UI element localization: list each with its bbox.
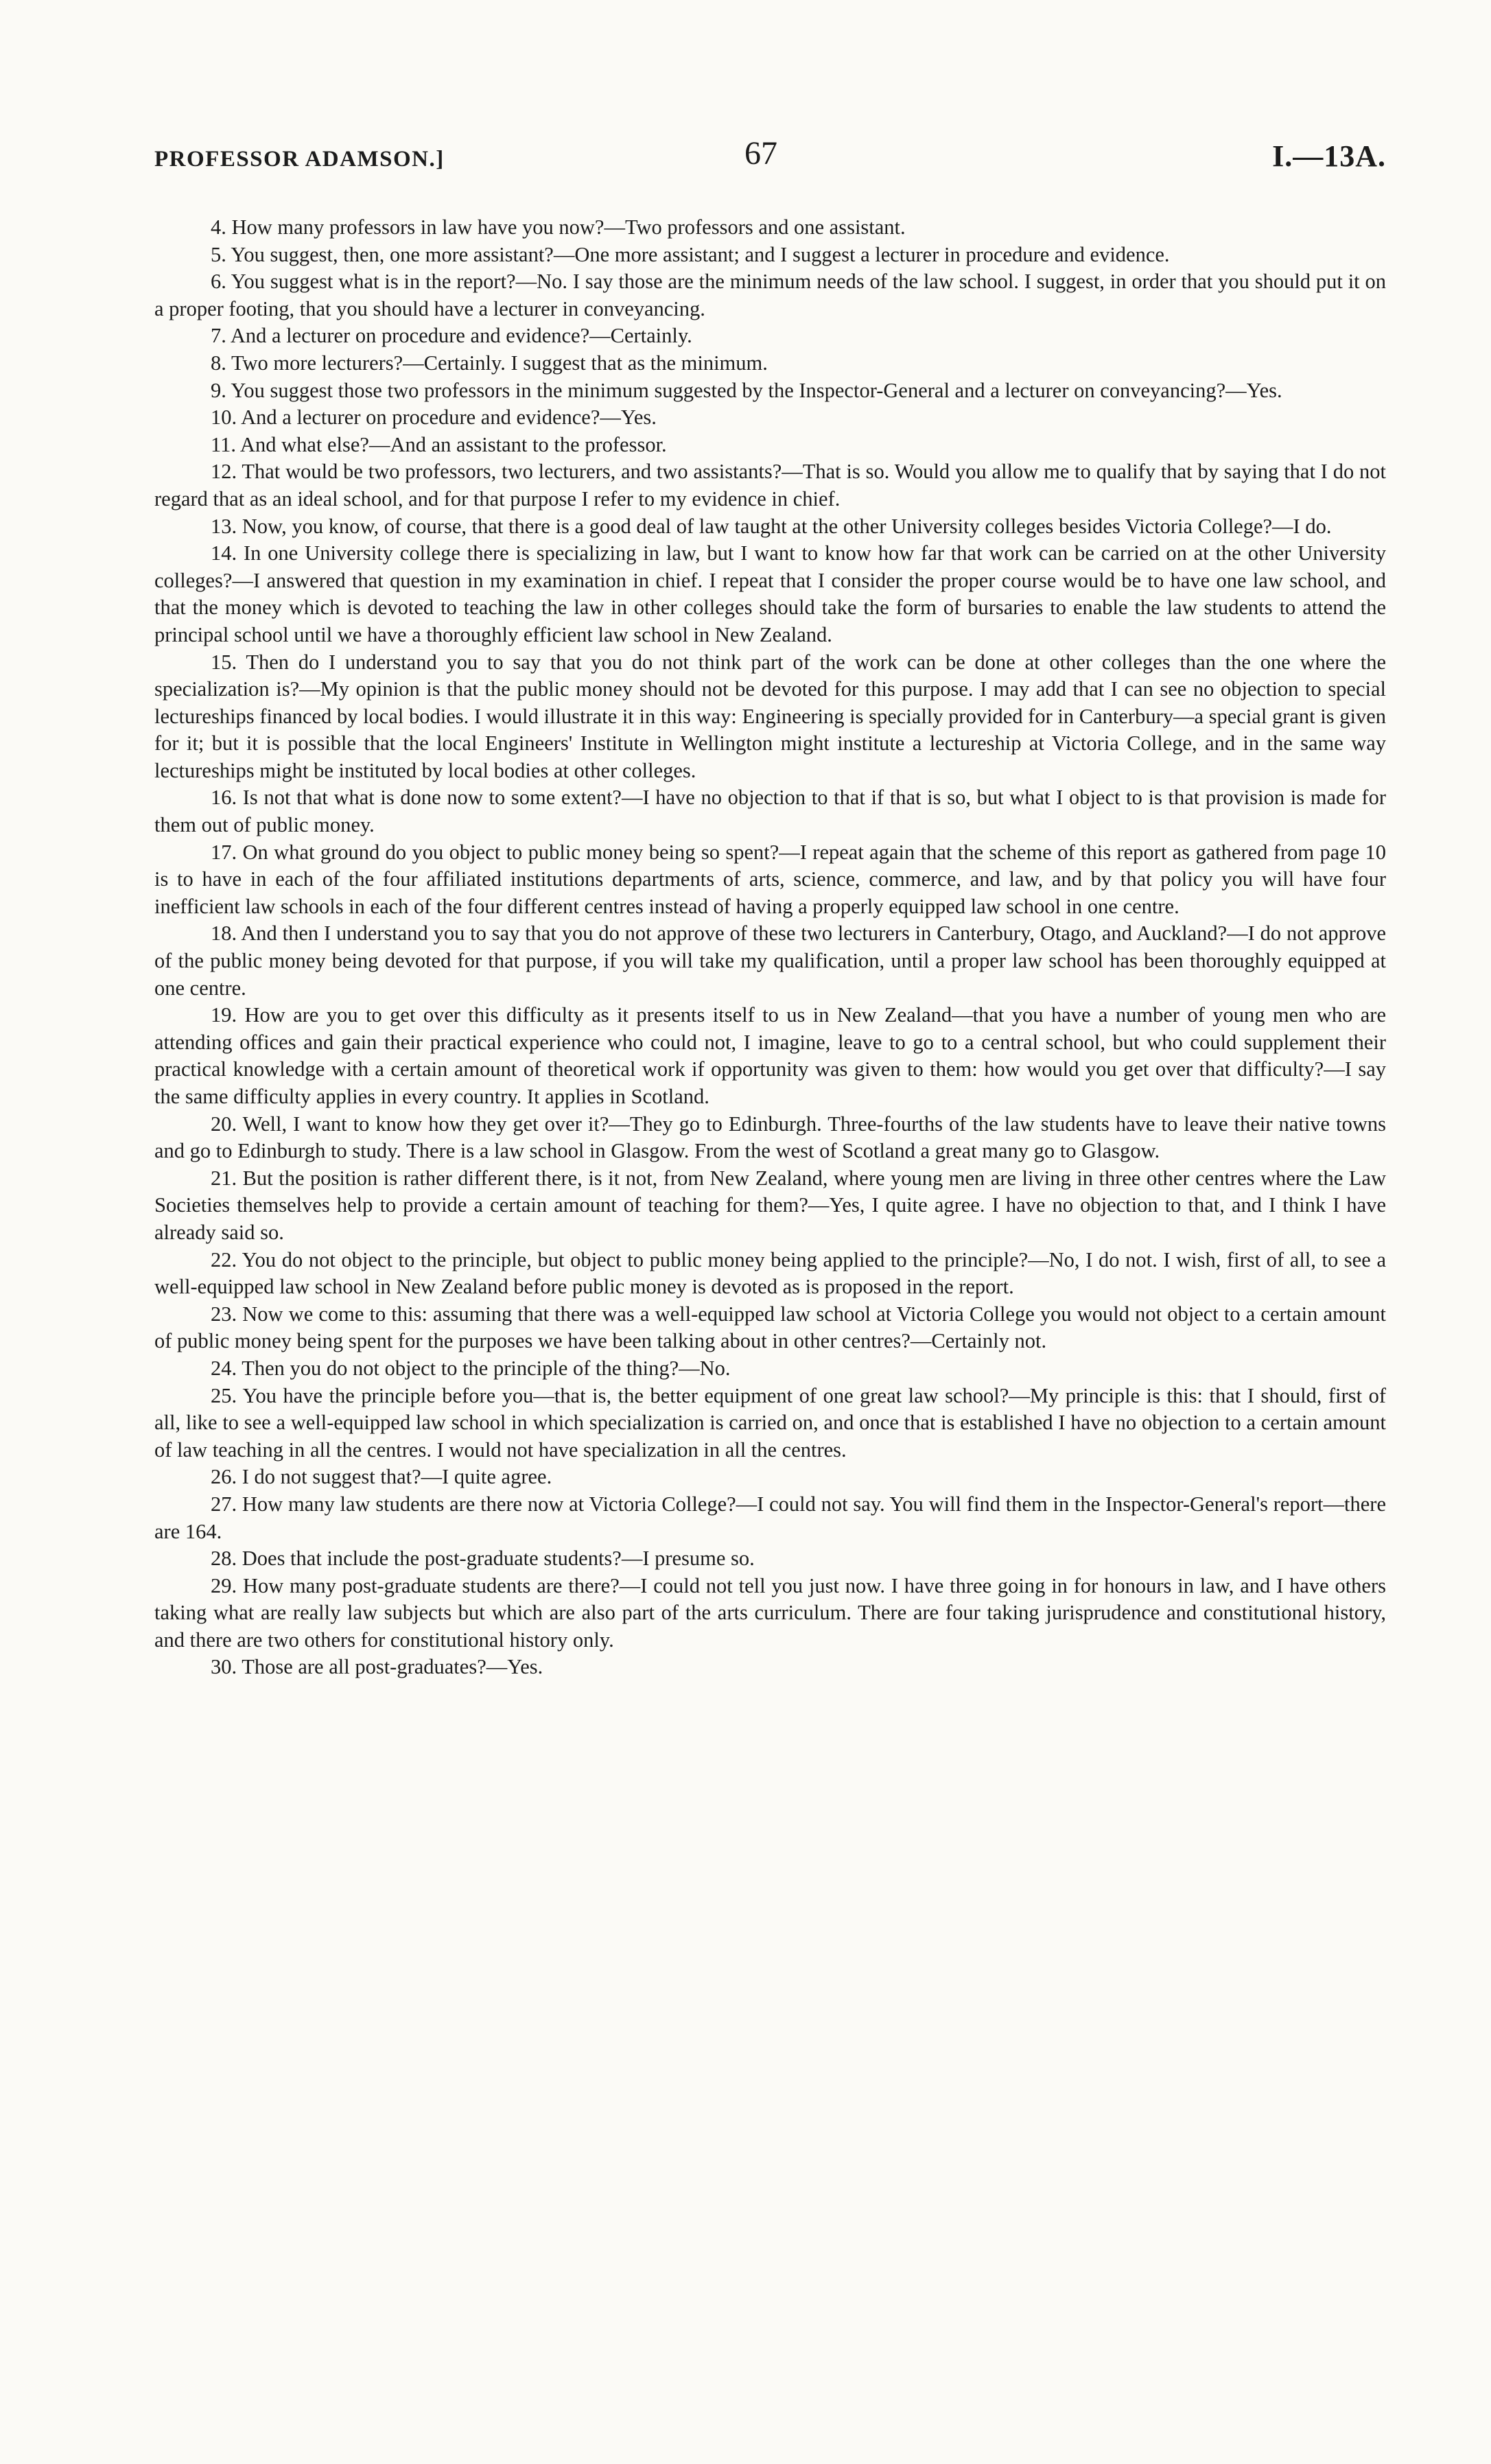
question-27: 27. How many law students are there now at Victoria College?—I could not say. You will find them in the Inspector-General's report—there are 164.	[154, 1492, 1386, 1543]
question-6: 6. You suggest what is in the report?—No. I say those are the minimum needs of the law school. I suggest, in order that you should put it on a proper footing, that you should have a lecturer in conveyancing.	[154, 270, 1386, 320]
page-header	[154, 134, 1386, 183]
question-24: 24. Then you do not object to the principle of the thing?—No.	[211, 1356, 731, 1380]
question-28: 28. Does that include the post-graduate students?—I presume so.	[211, 1547, 755, 1571]
question-16: 16. Is not that what is done now to some extent?—I have no objection to that if that is so, but what I object to is that provision is made for them out of public money.	[154, 786, 1386, 837]
question-5: 5. You suggest, then, one more assistant?—One more assistant; and I suggest a lecturer in procedure and evidence.	[211, 242, 1170, 266]
question-26: 26. I do not suggest that?—I quite agree.	[211, 1465, 552, 1489]
page-number: 67	[744, 135, 777, 172]
question-21: 21. But the position is rather different there, is it not, from New Zealand, where young men are living in three other centres where the Law Societies themselves help to provide a certain amount of teaching for them?—Yes, I quite agree. I have no objection to that, and I think I have already said so.	[154, 1166, 1386, 1244]
running-head: PROFESSOR ADAMSON.]	[154, 147, 445, 172]
question-13: 13. Now, you know, of course, that there is a good deal of law taught at the other University colleges besides Victoria College?—I do.	[211, 514, 1332, 538]
question-22: 22. You do not object to the principle, but object to public money being applied to the principle?—No, I do not. I wish, first of all, to see a well-equipped law school in New Zealand before public money is devoted as is proposed in the report.	[154, 1247, 1386, 1299]
question-15: 15. Then do I understand you to say that you do not think part of the work can be done at other colleges than the one where the specialization is?—My opinion is that the public money should not be devoted for this purpose. I may add that I can see no objection to special lectureships financed by local bodies. I would illustrate it in this way: Engineering is specially provided for in Canterbury—a special grant is given for it; but it is possible that the local Engineers' Institute in Wellington might institute a lectureship at Victoria College, and in the same way lectureships might be instituted by local bodies at other colleges.	[154, 650, 1386, 782]
question-9: 9. You suggest those two professors in the minimum suggested by the Inspector-General and a lecturer on conveyancing?—Yes.	[211, 378, 1282, 402]
question-12: 12. That would be two professors, two lecturers, and two assistants?—That is so. Would you allow me to qualify that by saying that I do not regard that as an ideal school, and for that purpose I refer to my evidence in chief.	[154, 460, 1386, 511]
question-19: 19. How are you to get over this difficulty as it presents itself to us in New Zealand—that you have a number of young men who are attending offices and gain their practical experience who could not, I imagine, leave to go to a central school, but who could supplement their practical knowledge with a certain amount of theoretical work if opportunity was given to them: how would you get over that difficulty?—I say the same difficulty applies in every country. It applies in Scotland.	[154, 1003, 1386, 1108]
question-14: 14. In one University college there is specializing in law, but I want to know how far that work can be carried on at the other University colleges?—I answered that question in my examination in chief. I repeat that I consider the proper course would be to have one law school, and that the money which is devoted to teaching the law in other colleges should take the form of bursaries to enable the law students to attend the principal school until we have a thoroughly efficient law school in New Zealand.	[154, 541, 1386, 646]
question-11: 11. And what else?—And an assistant to the professor.	[211, 432, 667, 456]
question-20: 20. Well, I want to know how they get over it?—They go to Edinburgh. Three-fourths of the law students have to leave their native towns and go to Edinburgh to study. There is a law school in Glasgow. From the west of Scotland a great many go to Glasgow.	[154, 1112, 1386, 1163]
question-25: 25. You have the principle before you—that is, the better equipment of one great law school?—My principle is this: that I should, first of all, like to see a well-equipped law school in which specialization is carried on, and once that is established I have no objection to a certain amount of law teaching in all the centres. I would not have specialization in all the centres.	[154, 1383, 1386, 1462]
question-7: 7. And a lecturer on procedure and evidence?—Certainly.	[211, 324, 692, 348]
question-4: 4. How many professors in law have you now?—Two professors and one assistant.	[211, 215, 906, 239]
question-8: 8. Two more lecturers?—Certainly. I suggest that as the minimum.	[211, 351, 768, 375]
evidence-body	[154, 214, 1386, 1681]
question-17: 17. On what ground do you object to public money being so spent?—I repeat again that the scheme of this report as gathered from page 10 is to have in each of the four affiliated institutions departments of arts, science, commerce, and law, and by that policy you will have four inefficient law schools in each of the four different centres instead of having a properly equipped law school in one centre.	[154, 840, 1386, 918]
document-reference: I.—13A.	[1272, 139, 1386, 173]
question-18: 18. And then I understand you to say that you do not approve of these two lecturers in Canterbury, Otago, and Auckland?—I do not approve of the public money being devoted for that purpose, if you will take my qualification, until a proper law school has been thoroughly equipped at one centre.	[154, 922, 1386, 1000]
question-30: 30. Those are all post-graduates?—Yes.	[211, 1655, 543, 1679]
question-23: 23. Now we come to this: assuming that there was a well-equipped law school at Victoria College you would not object to a certain amount of public money being spent for the purposes we have been talking about in other centres?—Certainly not.	[154, 1302, 1386, 1353]
question-10: 10. And a lecturer on procedure and evidence?—Yes.	[211, 406, 657, 430]
question-29: 29. How many post-graduate students are there?—I could not tell you just now. I have three going in for honours in law, and I have others taking what are really law subjects but which are also part of the arts curriculum. There are four taking jurisprudence and constitutional history, and there are two others for constitutional history only.	[154, 1573, 1386, 1652]
